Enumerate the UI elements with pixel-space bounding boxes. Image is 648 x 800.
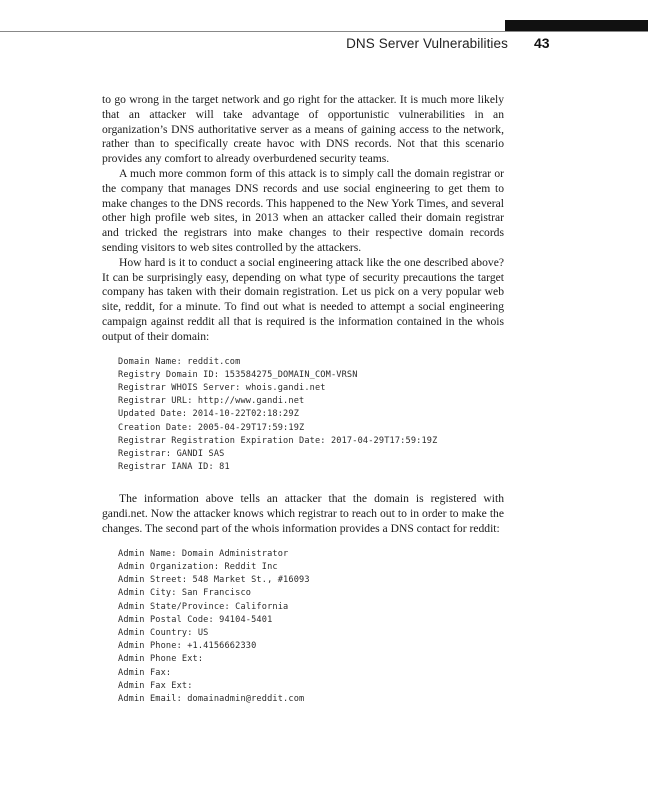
code-line: Registrar WHOIS Server: whois.gandi.net <box>118 382 326 393</box>
code-line: Admin Country: US <box>118 627 209 638</box>
code-line: Registrar: GANDI SAS <box>118 448 225 459</box>
code-line: Registrar Registration Expiration Date: 2017-04-29T17:59:19Z <box>118 435 438 446</box>
code-line: Admin Organization: Reddit Inc <box>118 561 278 572</box>
body-paragraph: The information above tells an attacker that the domain is registered with gandi.net. Now the attacker knows which registrar to reach out to in order to make the changes. The second part of the whois information provides a DNS contact for reddit: <box>102 492 504 535</box>
header-rule <box>0 31 648 32</box>
code-line: Admin State/Province: California <box>118 601 289 612</box>
code-line: Admin Street: 548 Market St., #16093 <box>118 575 310 586</box>
code-line: Registrar URL: http://www.gandi.net <box>118 396 305 407</box>
whois-domain-code-block <box>118 356 504 475</box>
running-head-title: DNS Server Vulnerabilities <box>346 36 508 51</box>
code-line: Registrar IANA ID: 81 <box>118 462 230 473</box>
code-line: Updated Date: 2014-10-22T02:18:29Z <box>118 409 300 420</box>
code-line: Admin Phone Ext: <box>118 654 204 665</box>
code-line: Domain Name: reddit.com <box>118 356 241 367</box>
body-paragraph: How hard is it to conduct a social engineering attack like the one described above? It can be surprisingly easy, depending on what type of security precautions the target company has taken with their domain registration. Let us pick on a very popular web site, reddit, for a minute. To find out what is needed to attempt a social engineering campaign against reddit all that is required is the information contained in the whois output of their domain: <box>102 255 504 343</box>
whois-admin-code-block <box>118 548 504 706</box>
code-line: Registry Domain ID: 153584275_DOMAIN_COM-VRSN <box>118 369 358 380</box>
code-line: Admin Postal Code: 94104-5401 <box>118 614 273 625</box>
code-line: Admin Name: Domain Administrator <box>118 548 289 559</box>
page-number: 43 <box>534 35 550 51</box>
code-line: Admin Email: domainadmin@reddit.com <box>118 694 305 704</box>
body-paragraph: A much more common form of this attack is to simply call the domain registrar or the company that manages DNS records and use social engineering to get them to make changes to the DNS records. This happened to the New York Times, and several other high profile web sites, in 2013 when an attacker called their domain registrar and tricked the registrars into make changes to their respective domain records sending visitors to web sites controlled by the attackers. <box>102 166 504 254</box>
page-body <box>102 93 504 717</box>
code-line: Admin City: San Francisco <box>118 588 252 599</box>
code-line: Admin Fax: <box>118 667 172 678</box>
code-line: Admin Phone: +1.4156662330 <box>118 641 257 652</box>
body-paragraph: to go wrong in the target network and go right for the attacker. It is much more likely that an attacker will take advantage of opportunistic vulnerabilities in an organization’s DNS authoritative server as a means of gaining access to the network, rather than to specifically create havoc with DNS records. Not that this scenario provides any comfort to already overburdened security teams. <box>102 93 504 166</box>
code-line: Creation Date: 2005-04-29T17:59:19Z <box>118 422 305 433</box>
code-line: Admin Fax Ext: <box>118 680 193 691</box>
